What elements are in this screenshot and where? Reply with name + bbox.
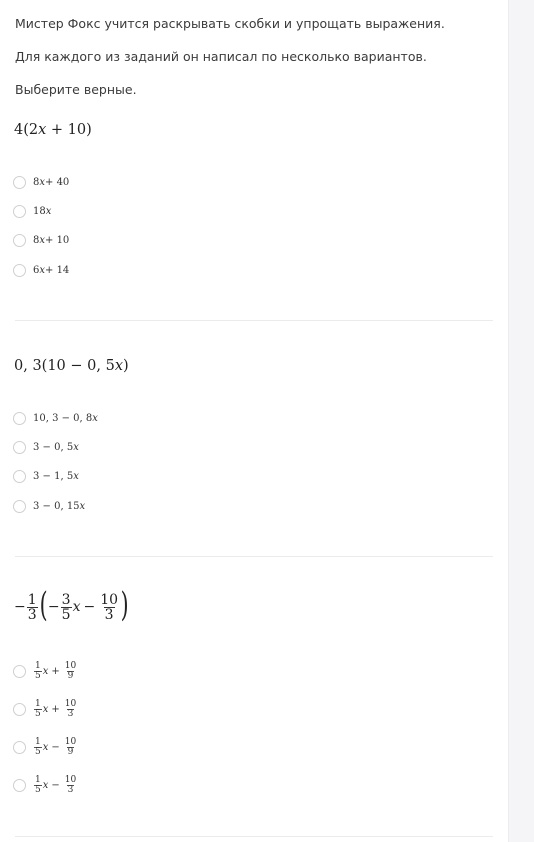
divider <box>15 836 493 837</box>
q3-option-3[interactable] <box>13 738 78 757</box>
option-label: 6 x + 14 <box>33 265 70 276</box>
option-label: $\frac{1}{5}$ x − $\frac{10}{9}$ <box>35 737 77 757</box>
option-label: $\frac{1}{5}$ x + $\frac{10}{3}$ <box>35 699 77 719</box>
radio-button[interactable] <box>13 703 26 716</box>
radio-button[interactable] <box>13 779 26 792</box>
divider <box>15 556 493 557</box>
radio-button[interactable] <box>13 441 26 454</box>
page-background <box>509 0 534 842</box>
radio-button[interactable] <box>13 741 26 754</box>
q2-option-1[interactable] <box>13 412 98 425</box>
option-label: 8 x + 10 <box>33 235 70 246</box>
radio-button[interactable] <box>13 412 26 425</box>
q3-option-4[interactable] <box>13 776 78 795</box>
radio-button[interactable] <box>13 665 26 678</box>
intro-line-3: Выберите верные. <box>15 82 137 97</box>
radio-button[interactable] <box>13 205 26 218</box>
option-label: 8 x + 40 <box>33 177 70 188</box>
radio-button[interactable] <box>13 264 26 277</box>
option-label: $\frac{1}{5}$ x − $\frac{10}{3}$ <box>35 775 77 795</box>
q1-option-3[interactable] <box>13 234 69 247</box>
q1-expression: 4(2x + 10) <box>14 122 92 138</box>
option-label: 3 − 1, 5 x <box>33 471 79 482</box>
q2-option-4[interactable] <box>13 500 85 513</box>
option-label: $\frac{1}{5}$ x + $\frac{10}{9}$ <box>35 661 77 681</box>
q1-option-4[interactable] <box>13 264 69 277</box>
radio-button[interactable] <box>13 234 26 247</box>
divider <box>15 320 493 321</box>
intro-line-1: Мистер Фокс учится раскрывать скобки и упрощать выражения. <box>15 16 445 31</box>
option-label: 18 x <box>33 206 52 217</box>
radio-button[interactable] <box>13 500 26 513</box>
q1-option-2[interactable] <box>13 205 51 218</box>
option-label: 3 − 0, 5 x <box>33 442 79 453</box>
q2-option-2[interactable] <box>13 441 79 454</box>
q3-expression: − $\frac{1}{3}$ ( − $\frac{3}{5}$ x − $\frac{10}{3}$ ) <box>14 585 129 625</box>
q2-option-3[interactable] <box>13 470 79 483</box>
option-label: 10, 3 − 0, 8 x <box>33 413 98 424</box>
radio-button[interactable] <box>13 176 26 189</box>
intro-line-2: Для каждого из заданий он написал по несколько вариантов. <box>15 49 427 64</box>
q2-expression: 0, 3(10 − 0, 5x) <box>14 358 129 374</box>
q3-option-1[interactable] <box>13 662 78 681</box>
option-label: 3 − 0, 15 x <box>33 501 86 512</box>
radio-button[interactable] <box>13 470 26 483</box>
q3-option-2[interactable] <box>13 700 78 719</box>
q1-option-1[interactable] <box>13 176 69 189</box>
